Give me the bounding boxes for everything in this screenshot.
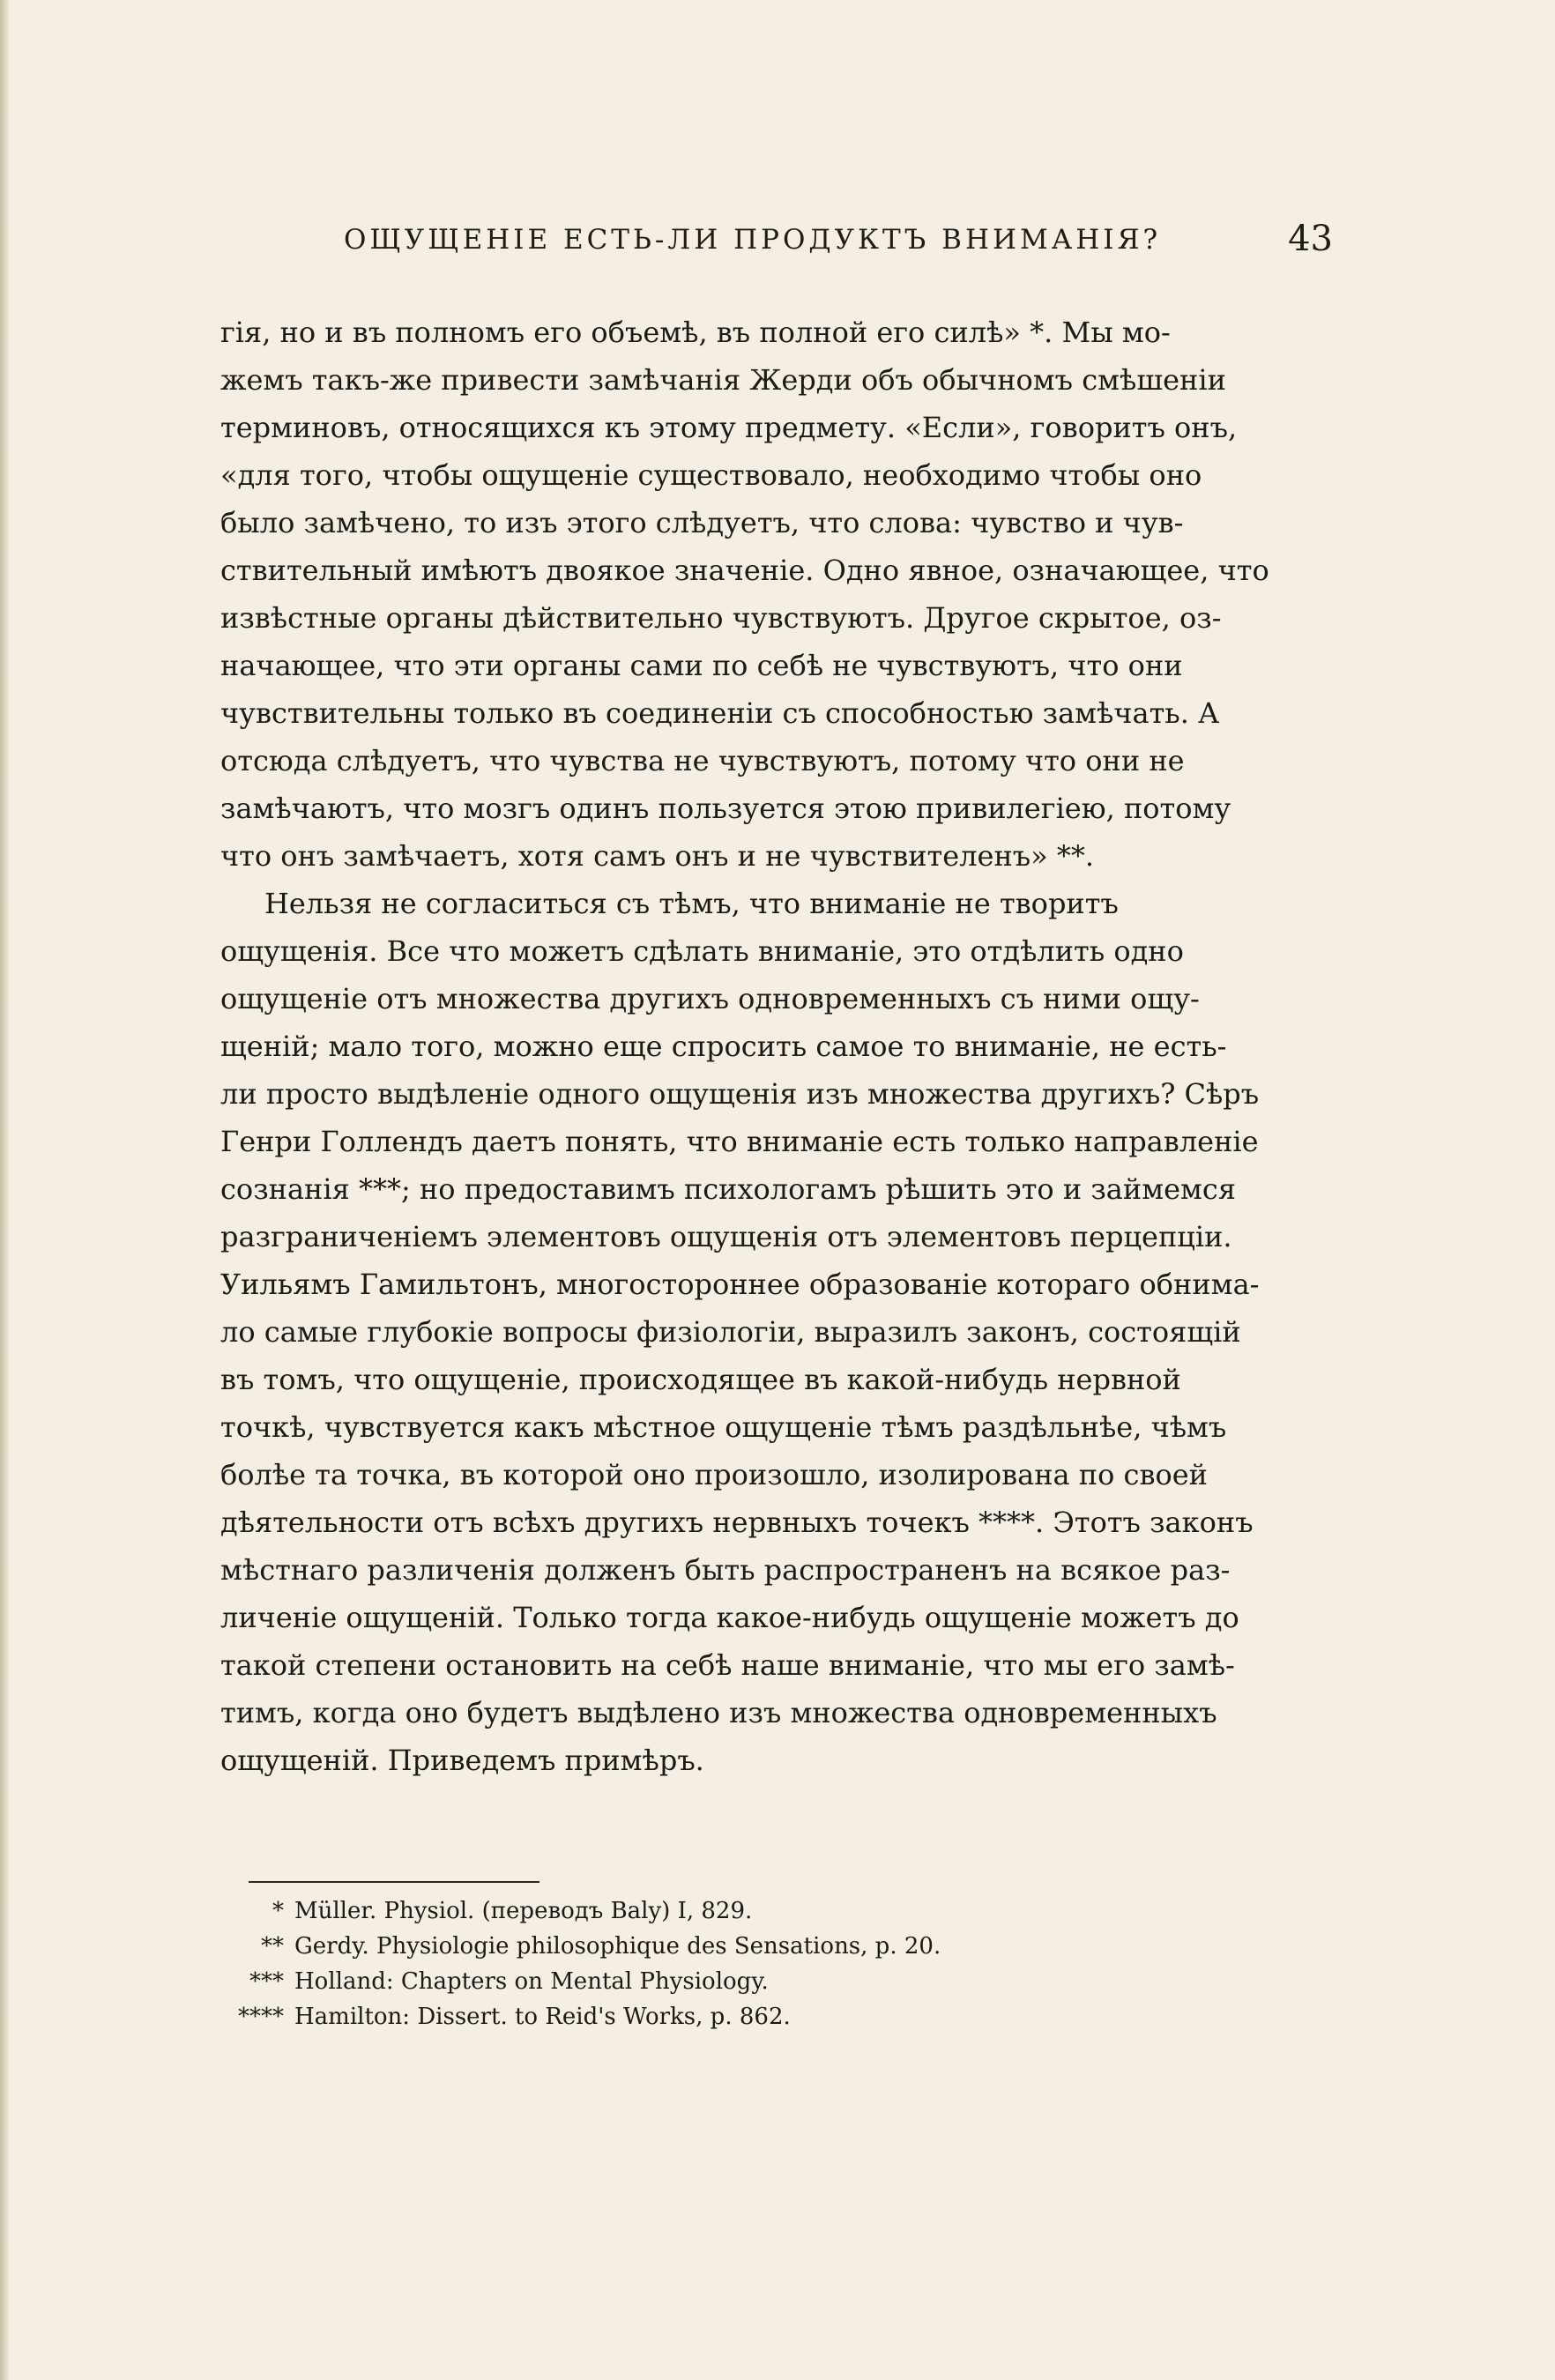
footnote-marker: **** [238,2004,284,2030]
text-line: «для того, чтобы ощущеніе существовало, необходимо чтобы оно [220,458,1202,492]
footnote-text: Holland: Chapters on Mental Physiology. [294,1968,769,1995]
text-line: жемъ такъ-же привести замѣчанія Жерди объ обычномъ смѣшеніи [220,363,1226,397]
footnote [229,1999,1199,2034]
page-binding-edge [0,0,9,2380]
text-line: начающее, что эти органы сами по себѣ не чувствуютъ, что они [220,649,1183,682]
text-line: дѣятельности отъ всѣхъ другихъ нервныхъ точекъ ****. Этотъ законъ [220,1506,1254,1539]
text-line: разграниченіемъ элементовъ ощущенія отъ элементовъ перцепціи. [220,1220,1232,1253]
page-number: 43 [1288,219,1333,259]
footnote-text: Hamilton: Dissert. to Reid's Works, p. 862. [294,2004,791,2030]
text-line: мѣстнаго различенія долженъ быть распространенъ на всякое раз- [220,1553,1231,1587]
text-line: ли просто выдѣленіе одного ощущенія изъ множества другихъ? Сѣръ [220,1077,1260,1111]
footnote [229,1893,1199,1929]
text-line: терминовъ, относящихся къ этому предмету. «Если», говоритъ онъ, [220,411,1238,444]
running-title: ОЩУЩЕНІЕ ЕСТЬ-ЛИ ПРОДУКТЪ ВНИМАНІЯ? [344,224,1162,256]
text-line: тимъ, когда оно будетъ выдѣлено изъ множества одновременныхъ [220,1696,1217,1729]
footnote-marker: ** [261,1933,284,1960]
text-line: Генри Голлендъ даетъ понять, что вниманіе есть только направленіе [220,1125,1259,1158]
text-line: ло самые глубокіе вопросы физіологіи, выразилъ законъ, состоящій [220,1315,1241,1349]
running-head [220,219,1333,271]
text-line: щеній; мало того, можно еще спросить самое то вниманіе, не есть- [220,1030,1227,1063]
text-line: личеніе ощущеній. Только тогда какое-нибудь ощущеніе можетъ до [220,1601,1239,1634]
text-line: было замѣчено, то изъ этого слѣдуетъ, что слова: чувство и чув- [220,506,1184,539]
text-line: что онъ замѣчаетъ, хотя самъ онъ и не чувствителенъ» **. [220,839,1095,873]
body-text [220,309,1333,1784]
text-line: гія, но и въ полномъ его объемѣ, въ полной его силѣ» *. Мы мо- [220,316,1171,349]
text-line: ствительный имѣютъ двоякое значеніе. Одно явное, означающее, что [220,554,1269,587]
footnotes [229,1893,1199,2034]
text-line: такой степени остановить на себѣ наше вниманіе, что мы его замѣ- [220,1648,1235,1682]
text-line: отсюда слѣдуетъ, что чувства не чувствуютъ, потому что они не [220,744,1185,777]
text-line: Уильямъ Гамильтонъ, многостороннее образованіе котораго обнима- [220,1268,1260,1301]
footnote [229,1964,1199,1999]
footnote-text: Gerdy. Physiologie philosophique des Sensations, p. 20. [294,1933,941,1960]
footnote [229,1929,1199,1964]
text-line: замѣчаютъ, что мозгъ одинъ пользуется этою привилегіею, потому [220,792,1231,825]
text-line: ощущеніе отъ множества другихъ одновременныхъ съ ними ощу- [220,982,1200,1015]
text-line: чувствительны только въ соединеніи съ способностью замѣчать. А [220,696,1220,730]
footnote-text: Müller. Physiol. (переводъ Baly) I, 829. [294,1898,753,1924]
footnote-marker: * [272,1898,284,1924]
text-line: точкѣ, чувствуется какъ мѣстное ощущеніе тѣмъ раздѣльнѣе, чѣмъ [220,1410,1227,1444]
text-line: въ томъ, что ощущеніе, происходящее въ какой-нибудь нервной [220,1363,1181,1396]
text-line: ощущеній. Приведемъ примѣръ. [220,1744,704,1777]
footnote-marker: *** [249,1968,284,1995]
text-line: болѣе та точка, въ которой оно произошло, изолирована по своей [220,1458,1208,1491]
footnote-rule [249,1881,539,1883]
text-line: сознанія ***; но предоставимъ психологамъ рѣшить это и займемся [220,1172,1237,1206]
text-line: ощущенія. Все что можетъ сдѣлать вниманіе, это отдѣлить одно [220,934,1184,968]
paragraph-start-line: Нельзя не согласиться съ тѣмъ, что вниманіе не творитъ [264,887,1119,920]
text-line: извѣстные органы дѣйствительно чувствуютъ. Другое скрытое, оз- [220,601,1222,635]
